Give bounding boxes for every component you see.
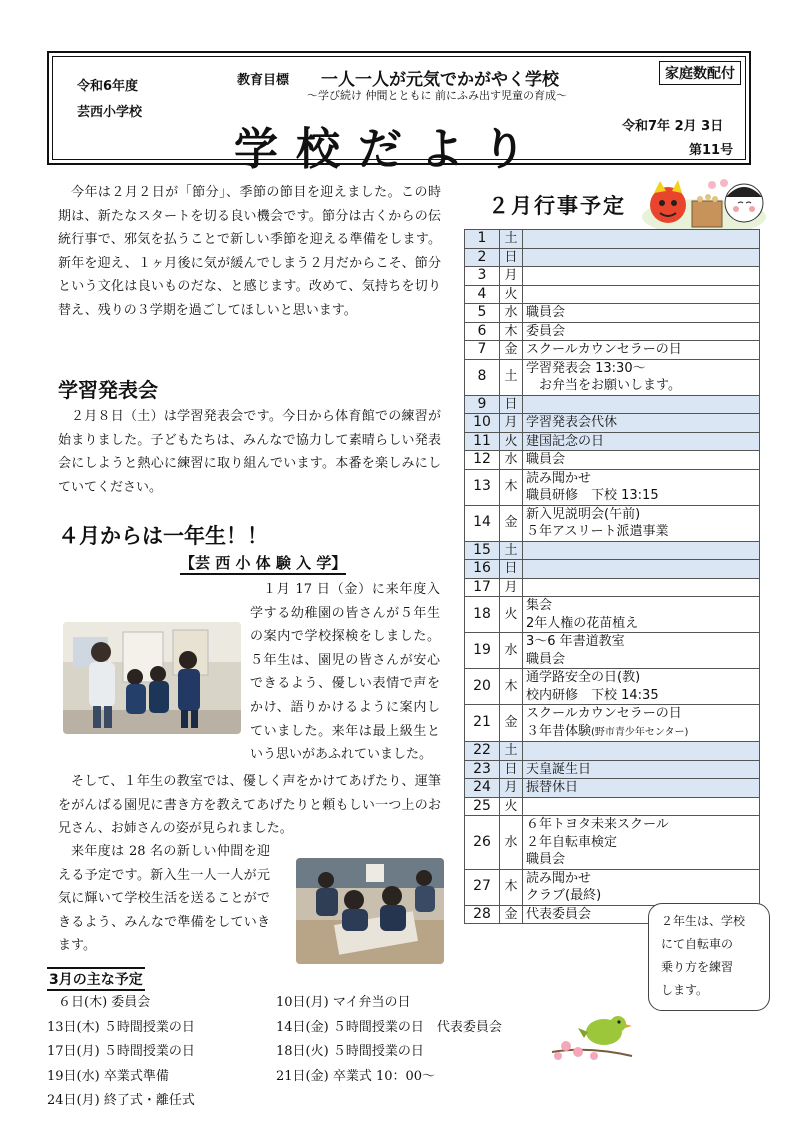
schedule-row	[465, 285, 760, 304]
schedule-weekday: 月	[500, 578, 523, 597]
schedule-events	[523, 359, 760, 395]
schedule-events	[523, 669, 760, 705]
schedule-row	[465, 633, 760, 669]
schedule-weekday: 木	[500, 469, 523, 505]
schedule-events	[523, 341, 760, 360]
schedule-day: 20	[465, 669, 500, 705]
march-item: 13日(木) ５時間授業の日	[47, 1020, 195, 1035]
schedule-row	[465, 541, 760, 560]
schedule-row	[465, 248, 760, 267]
issue-number: 第11号	[689, 143, 734, 158]
schedule-row	[465, 742, 760, 761]
schedule-events	[523, 304, 760, 323]
schedule-event-line: 3～6 年書道教室	[526, 634, 625, 649]
march-item: ６日(木) 委員会	[58, 995, 151, 1010]
schedule-weekday: 土	[500, 742, 523, 761]
recital-paragraph: ２月８日（土）は学習発表会です。今日から体育館での練習が始まりました。子どもたちは、みんなで協力して素晴らしい発表会にしようと熱心に練習に取り組んでいます。本番を楽しみにしていてください。	[58, 409, 441, 495]
schedule-weekday: 土	[500, 541, 523, 560]
march-item: 24日(月) 終了式・離任式	[47, 1093, 195, 1108]
schedule-events	[523, 633, 760, 669]
schedule-day: 15	[465, 541, 500, 560]
bird-blossom-illustration	[548, 1006, 636, 1062]
schedule-weekday: 日	[500, 760, 523, 779]
schedule-events	[523, 541, 760, 560]
schedule-row	[465, 395, 760, 414]
schedule-event-line	[526, 723, 756, 742]
schedule-row	[465, 560, 760, 579]
schedule-row	[465, 705, 760, 742]
schedule-row	[465, 760, 760, 779]
schedule-event-note: (野市青少年センター)	[591, 726, 689, 738]
schedule-title: ２月行事予定	[488, 194, 626, 218]
schedule-event-line: 新入児説明会(午前)	[526, 506, 641, 522]
schedule-weekday: 日	[500, 248, 523, 267]
march-item: 10日(月) マイ弁当の日	[276, 995, 411, 1010]
schedule-day: 19	[465, 633, 500, 669]
schedule-day: 17	[465, 578, 500, 597]
schedule-weekday: 火	[500, 797, 523, 816]
goal-label: 教育目標	[237, 73, 290, 88]
schedule-weekday: 月	[500, 779, 523, 798]
schedule-events	[523, 779, 760, 798]
schedule-weekday: 月	[500, 414, 523, 433]
schedule-row	[465, 797, 760, 816]
march-item: 19日(水) 卒業式準備	[47, 1069, 169, 1084]
schedule-events	[523, 285, 760, 304]
issue-date: 令和7年 2月 3日	[622, 119, 724, 134]
schedule-event-line: 学習発表会代休	[526, 415, 618, 430]
schedule-day: 21	[465, 705, 500, 742]
schedule-event-line: 職員会	[526, 452, 566, 467]
march-item: 14日(金) ５時間授業の日 代表委員会	[276, 1020, 502, 1035]
callout-line: ２年生は、学校	[661, 914, 746, 928]
schedule-event-line: 建国記念の日	[526, 433, 605, 449]
schedule-weekday: 金	[500, 705, 523, 742]
schedule-event-line: ６年トヨタ未来スクール	[526, 817, 669, 832]
schedule-weekday: 土	[500, 359, 523, 395]
schedule-event-line: 振替休日	[526, 780, 579, 795]
schedule-day: 27	[465, 869, 500, 905]
schedule-row	[465, 414, 760, 433]
schedule-weekday: 火	[500, 285, 523, 304]
schedule-day: 2	[465, 248, 500, 267]
masthead-box	[47, 51, 751, 175]
schedule-weekday: 火	[500, 597, 523, 633]
firstgrade-paragraph-1: １月 17 日（金）に来年度入学する幼稚園の皆さんが５年生の案内で学校探検をしました。５年生は、園児の皆さんが安心できるよう、優しい表情で声をかけ、語りかけるように案内していました。来年は最上級生という思いがあふれていました。	[250, 582, 440, 763]
bicycle-callout	[648, 903, 770, 1011]
schedule-row	[465, 322, 760, 341]
masthead-title: 学校だより	[234, 124, 544, 175]
march-item: 17日(月) ５時間授業の日	[47, 1044, 195, 1059]
schedule-day: 24	[465, 779, 500, 798]
schedule-day: 7	[465, 341, 500, 360]
classroom-photo	[296, 858, 444, 964]
schedule-events	[523, 578, 760, 597]
schedule-event-line: 校内研修 下校 14:35	[526, 687, 659, 703]
schedule-day: 9	[465, 395, 500, 414]
callout-line: 乗り方を練習	[661, 960, 734, 974]
schedule-events	[523, 230, 760, 249]
march-schedule-title: 3月の主な予定	[47, 967, 145, 991]
schedule-day: 18	[465, 597, 500, 633]
schedule-row	[465, 505, 760, 541]
callout-line: にて自転車の	[661, 937, 734, 951]
schedule-weekday: 金	[500, 341, 523, 360]
schedule-weekday: 火	[500, 432, 523, 451]
schedule-event-line: 職員会	[526, 651, 566, 667]
schedule-events	[523, 414, 760, 433]
firstgrade-heading: ４月からは一年生！！	[58, 524, 268, 548]
schedule-events	[523, 560, 760, 579]
schedule-day: 4	[465, 285, 500, 304]
schedule-row	[465, 341, 760, 360]
schedule-event-line: クラブ(最終)	[526, 888, 602, 903]
goal-title: 一人一人が元気でかがやく学校	[321, 70, 559, 90]
schedule-day: 6	[465, 322, 500, 341]
schedule-event-line: お弁当をお願いします。	[526, 378, 681, 393]
schedule-events	[523, 742, 760, 761]
schedule-row	[465, 451, 760, 470]
firstgrade-paragraph-3: 来年度は 28 名の新しい仲間を迎える予定です。新入生一人一人が元気に輝いて学校生活を送ることができるよう、みんなで準備をしていきます。	[58, 844, 270, 954]
schedule-row	[465, 816, 760, 870]
firstgrade-subheading: 【芸 西 小 体 験 入 学】	[180, 552, 346, 575]
schedule-weekday: 木	[500, 869, 523, 905]
schedule-events	[523, 322, 760, 341]
schedule-day: 10	[465, 414, 500, 433]
school-tour-photo	[63, 622, 241, 734]
schedule-event-line: 読み聞かせ	[526, 470, 592, 486]
schedule-row	[465, 304, 760, 323]
schedule-event-text: ３年昔体験	[526, 723, 592, 739]
schedule-event-line: 職員研修 下校 13:15	[526, 488, 659, 503]
setsubun-illustration	[640, 175, 768, 237]
schedule-events	[523, 597, 760, 633]
schedule-row	[465, 578, 760, 597]
schedule-event-line: 職員会	[526, 852, 566, 867]
schedule-events	[523, 760, 760, 779]
schedule-events	[523, 869, 760, 905]
schedule-day: 28	[465, 905, 500, 924]
school-name: 芸西小学校	[77, 105, 143, 120]
recital-heading: 学習発表会	[58, 378, 158, 402]
schedule-day: 22	[465, 742, 500, 761]
march-item: 21日(金) 卒業式 10：00～	[276, 1069, 436, 1084]
schedule-row	[465, 432, 760, 451]
schedule-event-line: 職員会	[526, 305, 566, 320]
schedule-day: 12	[465, 451, 500, 470]
schedule-events	[523, 432, 760, 451]
schedule-day: 13	[465, 469, 500, 505]
march-item: 18日(火) ５時間授業の日	[276, 1044, 424, 1059]
schedule-event-line: 代表委員会	[526, 906, 592, 922]
schedule-row	[465, 469, 760, 505]
intro-paragraph: 今年は２月２日が「節分」、季節の節目を迎えました。この時期は、新たなスタートを切る良い機会です。節分は古くからの伝統行事で、邪気を払うことで新しい季節を迎える準備をします。新年を迎え、１ヶ月後に気が緩んでしまう２月だからこそ、節分という文化は良いものだな、と感じます。改めて、気持ちを切り替え、残りの３学期を過ごしてほしいと思います。	[58, 185, 441, 318]
schedule-weekday: 金	[500, 505, 523, 541]
schedule-day: 1	[465, 230, 500, 249]
schedule-row	[465, 779, 760, 798]
schedule-weekday: 水	[500, 451, 523, 470]
schedule-events	[523, 469, 760, 505]
schedule-day: 14	[465, 505, 500, 541]
schedule-row	[465, 359, 760, 395]
schedule-event-line: 天皇誕生日	[526, 761, 592, 777]
schedule-day: 3	[465, 267, 500, 286]
schedule-events	[523, 451, 760, 470]
schedule-weekday: 日	[500, 560, 523, 579]
schedule-weekday: 水	[500, 816, 523, 870]
callout-line: します。	[661, 983, 709, 997]
schedule-event-line: 委員会	[526, 323, 566, 339]
schedule-event-line: 通学路安全の日(教)	[526, 670, 641, 685]
firstgrade-paragraph-2: そして、１年生の教室では、優しく声をかけてあげたり、運筆をがんばる園児に書き方を教えてあげたりと頼もしい一つ上のお兄さん、お姉さんの姿が見られました。	[58, 774, 441, 837]
goal-subtitle: ～学び続け 仲間とともに 前にふみ出す児童の育成～	[307, 89, 567, 102]
schedule-weekday: 金	[500, 905, 523, 924]
schedule-day: 16	[465, 560, 500, 579]
schedule-event-line: 集会	[526, 598, 553, 613]
schedule-weekday: 木	[500, 322, 523, 341]
schedule-row	[465, 267, 760, 286]
schedule-events	[523, 395, 760, 414]
schedule-event-line: 読み聞かせ	[526, 870, 592, 886]
schedule-events	[523, 505, 760, 541]
schedule-row	[465, 230, 760, 249]
schedule-row	[465, 597, 760, 633]
schedule-events	[523, 267, 760, 286]
schedule-day: 26	[465, 816, 500, 870]
schedule-event-line: 学習発表会 13:30～	[526, 360, 646, 376]
february-schedule-table	[464, 229, 760, 924]
schedule-day: 11	[465, 432, 500, 451]
schedule-day: 23	[465, 760, 500, 779]
schedule-weekday: 水	[500, 633, 523, 669]
schedule-event-line: ５年アスリート派遣事業	[526, 524, 669, 539]
schedule-weekday: 木	[500, 669, 523, 705]
distribution-badge: 家庭数配付	[659, 61, 741, 85]
schedule-event-line: スクールカウンセラーの日	[526, 342, 682, 357]
schedule-day: 25	[465, 797, 500, 816]
schedule-events	[523, 816, 760, 870]
schedule-weekday: 水	[500, 304, 523, 323]
schedule-weekday: 土	[500, 230, 523, 249]
schedule-row	[465, 669, 760, 705]
schedule-row	[465, 869, 760, 905]
schedule-day: 5	[465, 304, 500, 323]
schedule-events	[523, 248, 760, 267]
schedule-events	[523, 705, 760, 742]
schedule-day: 8	[465, 359, 500, 395]
schedule-weekday: 日	[500, 395, 523, 414]
schedule-event-line: ２年自転車検定	[526, 834, 618, 850]
schedule-event-line: スクールカウンセラーの日	[526, 706, 682, 721]
schedule-weekday: 月	[500, 267, 523, 286]
schedule-event-line: 2年人権の花苗植え	[526, 615, 639, 631]
school-year: 令和6年度	[77, 79, 139, 94]
schedule-events	[523, 797, 760, 816]
